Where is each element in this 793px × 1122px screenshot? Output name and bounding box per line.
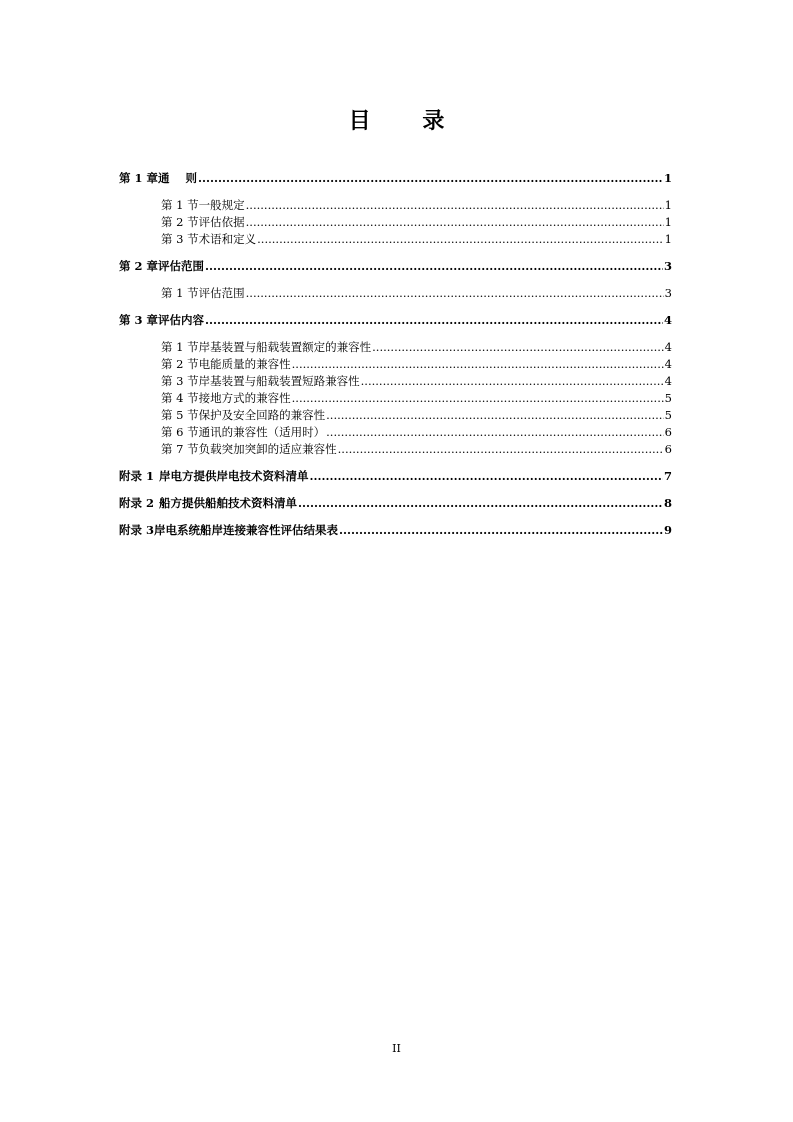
toc-leader-dots [292, 390, 664, 407]
toc-chapter-title: 通 则 [158, 171, 198, 185]
toc-section-title: 负载突加突卸的适应兼容性 [198, 442, 337, 456]
toc-section-3-7[interactable] [119, 441, 672, 458]
toc-section-number: 第 6 节 [161, 425, 199, 439]
toc-page-number: 1 [664, 198, 672, 212]
toc-section-title: 电能质量的兼容性 [198, 357, 291, 371]
toc-section-number: 第 3 节 [161, 232, 199, 246]
toc-page-number: 8 [663, 496, 672, 510]
toc-section-3-2[interactable] [119, 356, 672, 373]
toc-page-number: 3 [663, 259, 672, 273]
toc-leader-dots [339, 522, 663, 539]
toc-appendix-title: 岸电系统船岸连接兼容性评估结果表 [154, 523, 339, 537]
toc-section-title: 一般规定 [198, 198, 245, 212]
toc-page-number: 4 [664, 374, 672, 388]
toc-section-number: 第 5 节 [161, 408, 199, 422]
toc-appendix-2[interactable] [119, 495, 672, 512]
toc-leader-dots [292, 356, 664, 373]
toc-page-number: 4 [664, 340, 672, 354]
toc-leader-dots [246, 285, 664, 302]
toc-section-3-3[interactable] [119, 373, 672, 390]
toc-appendix-1[interactable] [119, 468, 672, 485]
toc-chapter-title: 评估范围 [158, 259, 205, 273]
toc-section-2-1[interactable] [119, 285, 672, 302]
toc-leader-dots [372, 339, 664, 356]
toc-section-title: 接地方式的兼容性 [198, 391, 291, 405]
toc-section-number: 第 1 节 [161, 198, 199, 212]
toc-page-number: 1 [664, 232, 672, 246]
toc-leader-dots [246, 197, 664, 214]
toc-appendix-3[interactable] [119, 522, 672, 539]
toc-chapter-number: 第 2 章 [119, 259, 159, 273]
toc-appendix-title: 船方提供船舶技术资料清单 [159, 496, 298, 510]
table-of-contents [119, 170, 672, 539]
toc-page-number: 3 [664, 286, 672, 300]
toc-page-number: 9 [663, 523, 672, 537]
toc-appendix-title: 岸电方提供岸电技术资料清单 [159, 469, 309, 483]
toc-section-number: 第 4 节 [161, 391, 199, 405]
toc-leader-dots [361, 373, 664, 390]
page-title: 目 录 [348, 108, 467, 134]
toc-section-title: 评估依据 [198, 215, 245, 229]
toc-leader-dots [205, 312, 663, 329]
toc-leader-dots [205, 258, 663, 275]
toc-section-number: 第 3 节 [161, 374, 199, 388]
toc-page-number: 7 [663, 469, 672, 483]
toc-section-1-2[interactable] [119, 214, 672, 231]
toc-page-number: 5 [664, 408, 672, 422]
toc-section-title: 保护及安全回路的兼容性 [198, 408, 326, 422]
toc-section-number: 第 2 节 [161, 357, 199, 371]
toc-leader-dots [257, 231, 664, 248]
toc-section-title: 通讯的兼容性（适用时） [198, 425, 326, 439]
toc-leader-dots [338, 441, 664, 458]
toc-section-3-5[interactable] [119, 407, 672, 424]
toc-page-number: 1 [664, 215, 672, 229]
toc-appendix-number: 附录 3 [119, 523, 155, 537]
toc-section-title: 评估范围 [198, 286, 245, 300]
toc-chapter-number: 第 1 章 [119, 171, 159, 185]
toc-section-3-1[interactable] [119, 339, 672, 356]
toc-leader-dots [246, 214, 664, 231]
toc-section-1-1[interactable] [119, 197, 672, 214]
toc-leader-dots [326, 424, 664, 441]
toc-leader-dots [310, 468, 663, 485]
toc-chapter-3[interactable] [119, 312, 672, 329]
toc-section-3-4[interactable] [119, 390, 672, 407]
toc-page-number: 4 [664, 357, 672, 371]
toc-leader-dots [198, 170, 663, 187]
toc-section-number: 第 1 节 [161, 286, 199, 300]
toc-section-title: 岸基装置与船载装置短路兼容性 [198, 374, 360, 388]
toc-page-number: 4 [663, 313, 672, 327]
toc-chapter-title: 评估内容 [158, 313, 205, 327]
footer-page-number: II [392, 1042, 401, 1055]
toc-section-title: 岸基装置与船载装置额定的兼容性 [198, 340, 372, 354]
toc-section-title: 术语和定义 [198, 232, 257, 246]
toc-section-number: 第 1 节 [161, 340, 199, 354]
toc-section-number: 第 2 节 [161, 215, 199, 229]
toc-section-3-6[interactable] [119, 424, 672, 441]
toc-chapter-number: 第 3 章 [119, 313, 159, 327]
toc-section-number: 第 7 节 [161, 442, 199, 456]
toc-leader-dots [298, 495, 663, 512]
toc-leader-dots [326, 407, 664, 424]
toc-appendix-number: 附录 2 [119, 496, 155, 510]
toc-chapter-2[interactable] [119, 258, 672, 275]
toc-page-number: 6 [664, 442, 672, 456]
toc-chapter-1[interactable] [119, 170, 672, 187]
toc-page-number: 5 [664, 391, 672, 405]
toc-page-number: 6 [664, 425, 672, 439]
toc-section-1-3[interactable] [119, 231, 672, 248]
toc-appendix-number: 附录 1 [119, 469, 155, 483]
toc-page-number: 1 [663, 171, 672, 185]
